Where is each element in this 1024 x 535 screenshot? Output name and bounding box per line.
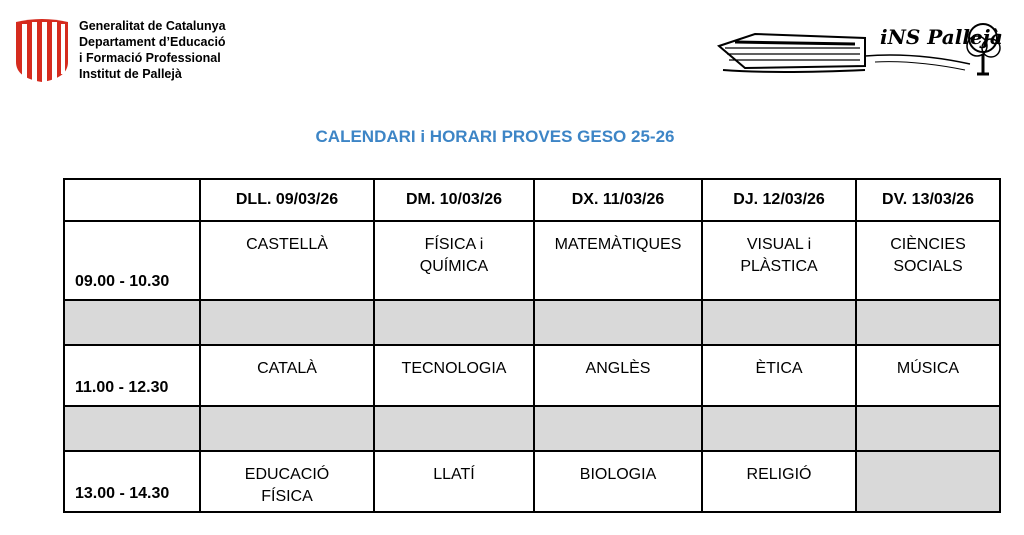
subject-cell: MATEMÀTIQUES	[534, 221, 702, 300]
organization-name	[79, 18, 226, 82]
subject-cell: MÚSICA	[856, 345, 1000, 406]
break-cell	[200, 406, 374, 451]
slot-row	[64, 345, 1000, 406]
org-line: i Formació Professional	[79, 51, 221, 65]
org-line: Generalitat de Catalunya	[79, 19, 226, 33]
subject-cell: EDUCACIÓ FÍSICA	[200, 451, 374, 512]
org-line: Institut de Pallejà	[79, 67, 182, 81]
time-cell: 11.00 - 12.30	[64, 345, 200, 406]
subject-cell: CATALÀ	[200, 345, 374, 406]
page-title: CALENDARI i HORARI PROVES GESO 25-26	[315, 127, 675, 146]
subject-cell: BIOLOGIA	[534, 451, 702, 512]
break-row	[64, 406, 1000, 451]
day-header: DLL. 09/03/26	[200, 179, 374, 221]
break-cell	[64, 406, 200, 451]
break-cell	[64, 300, 200, 345]
subject-cell: LLATÍ	[374, 451, 534, 512]
subject-cell: CIÈNCIES SOCIALS	[856, 221, 1000, 300]
break-cell	[200, 300, 374, 345]
slot-row	[64, 221, 1000, 300]
corner-cell	[64, 179, 200, 221]
break-cell	[374, 406, 534, 451]
break-cell	[856, 406, 1000, 451]
school-logo	[715, 16, 1005, 78]
subject-cell: TECNOLOGIA	[374, 345, 534, 406]
break-cell	[702, 406, 856, 451]
time-cell: 09.00 - 10.30	[64, 221, 200, 300]
org-line: Departament d’Educació	[79, 35, 226, 49]
break-cell	[534, 300, 702, 345]
empty-cell	[856, 451, 1000, 512]
subject-cell: VISUAL i PLÀSTICA	[702, 221, 856, 300]
subject-cell: CASTELLÀ	[200, 221, 374, 300]
break-row	[64, 300, 1000, 345]
day-header: DJ. 12/03/26	[702, 179, 856, 221]
school-logo-text: iNS Pallejà	[880, 25, 1003, 49]
break-cell	[534, 406, 702, 451]
day-header: DM. 10/03/26	[374, 179, 534, 221]
subject-cell: RELIGIÓ	[702, 451, 856, 512]
day-header: DX. 11/03/26	[534, 179, 702, 221]
subject-cell: FÍSICA i QUÍMICA	[374, 221, 534, 300]
header-row	[64, 179, 1000, 221]
subject-cell: ANGLÈS	[534, 345, 702, 406]
break-cell	[702, 300, 856, 345]
subject-cell: ÈTICA	[702, 345, 856, 406]
day-header: DV. 13/03/26	[856, 179, 1000, 221]
time-cell: 13.00 - 14.30	[64, 451, 200, 512]
break-cell	[374, 300, 534, 345]
generalitat-logo	[14, 18, 70, 84]
schedule-table	[63, 178, 1001, 513]
slot-row	[64, 451, 1000, 512]
break-cell	[856, 300, 1000, 345]
